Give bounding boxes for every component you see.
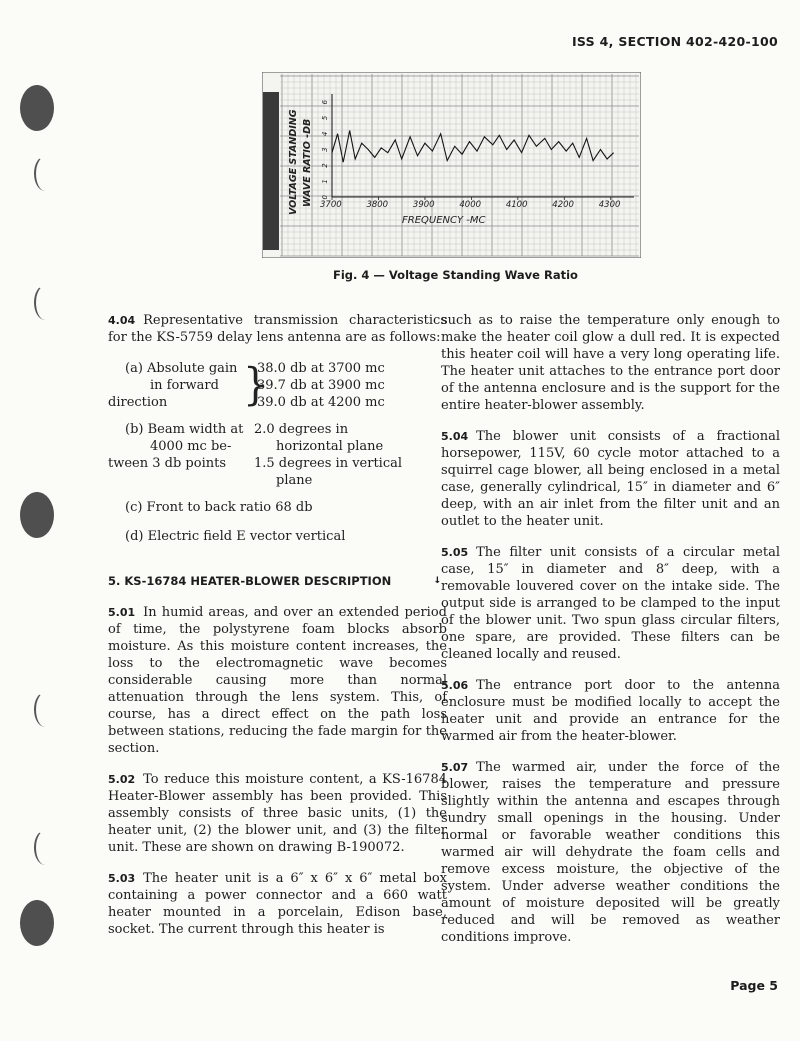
item-front-back-ratio: (c) Front to back ratio 68 db xyxy=(125,500,313,515)
figure-caption: Fig. 4 — Voltage Standing Wave Ratio xyxy=(333,268,578,282)
value-line: 1.5 degrees in vertical xyxy=(254,456,403,471)
x-axis-label: FREQUENCY -MC xyxy=(402,215,486,226)
item-electric-field: (d) Electric field E vector vertical xyxy=(125,529,346,544)
brace-glyph: } xyxy=(243,359,269,411)
paragraph-number: 5.03 xyxy=(108,872,136,885)
paragraph-number: 5.07 xyxy=(441,761,469,774)
paragraph-5-01 xyxy=(108,604,447,757)
paragraph-text: The heater unit is a 6″ x 6″ x 6″ metal box containing a power connector and a 660 watt heater mounted in a porcelain, Edison base, socket. The current through this heater is xyxy=(108,871,447,937)
item-values xyxy=(257,360,385,411)
paragraph-number: 4.04 xyxy=(108,314,136,327)
value-line: 38.0 db at 3700 mc xyxy=(257,361,385,376)
section-title: 5. KS-16784 HEATER-BLOWER DESCRIPTION xyxy=(108,574,392,588)
paragraph-text: The warmed air, under the force of the blower, raises the temperature and pressure slightly within the antenna and escapes through sundry small openings in the housing. Under normal or favorable weather conditions this warmed air will dehydrate the foam cells and remove excess moisture, the objective of the system. Under adverse weather conditions the amount of moisture deposited will be greatly reduced and will be removed as weather conditions improve. xyxy=(441,760,780,945)
paragraph-text: The filter unit consists of a circular metal case, 15″ in diameter and 8″ deep, with a removable louvered cover on the intake side. The output side is arranged to be clamped to the input of the blower unit. Two spun glass circular filters, one spare, are provided. These filters can be cleaned locally and reused. xyxy=(441,545,780,662)
item-label xyxy=(108,360,243,411)
paragraph-5-07 xyxy=(441,759,780,946)
paragraph-number: 5.01 xyxy=(108,606,136,619)
page-number: Page 5 xyxy=(730,978,778,993)
label-line: (b) Beam width at xyxy=(125,422,244,437)
page-header: ISS 4, SECTION 402-420-100 xyxy=(571,34,778,49)
binder-hole xyxy=(34,830,56,865)
paragraph-number: 5.05 xyxy=(441,546,469,559)
paragraph-5-04 xyxy=(441,428,780,530)
item-label xyxy=(108,421,270,489)
paragraph-5-03 xyxy=(108,870,447,938)
value-line: 39.0 db at 4200 mc xyxy=(257,395,385,410)
label-line: in forward xyxy=(150,378,219,393)
x-tick-label: 3900 xyxy=(412,200,435,210)
binder-hole xyxy=(20,492,54,538)
y-tick-label: 2 xyxy=(321,163,329,168)
paragraph-number: 5.06 xyxy=(441,679,469,692)
section-heading xyxy=(108,573,447,590)
vswr-figure xyxy=(262,72,641,258)
right-column xyxy=(441,312,780,960)
paragraph-5-06 xyxy=(441,677,780,745)
paragraph-text: In humid areas, and over an extended period of time, the polystyrene foam blocks absorb moisture. As this moisture content increases, the loss to the electromagnetic wave becomes considerable causing more than normal attenuation through the lens system. This, of course, has a direct effect on the path loss between stations, reducing the fade margin for the section. xyxy=(108,605,447,756)
left-column xyxy=(108,312,447,952)
y-tick-label: 4 xyxy=(321,131,329,137)
paragraph-text: The blower unit consists of a fractional horsepower, 115V, 60 cycle motor attached to a squirrel cage blower, all being enclosed in a metal case, generally cylindrical, 15″ in diameter and 6″ deep, with an air inlet from the filter unit and an outlet to the heater unit. xyxy=(441,429,780,529)
y-axis-label: WAVE RATIO -DB xyxy=(302,118,313,207)
paragraph-number: 5.04 xyxy=(441,430,469,443)
item-beam-width xyxy=(108,421,447,489)
paragraph-5-02 xyxy=(108,771,447,856)
characteristics-list xyxy=(108,360,447,545)
x-tick-label: 4100 xyxy=(505,200,528,210)
value-line: 2.0 degrees in xyxy=(254,422,349,437)
x-tick-label: 4000 xyxy=(459,200,482,210)
item-absolute-gain xyxy=(108,359,447,411)
paragraph-number: 5.02 xyxy=(108,773,136,786)
binder-hole xyxy=(34,692,56,727)
value-line: horizontal plane xyxy=(276,439,384,454)
x-tick-label: 3700 xyxy=(320,200,342,210)
label-line: (a) Absolute gain xyxy=(125,361,238,376)
paragraph-5-03-continued: such as to raise the temperature only enough to make the heater coil glow a dull red. It is expected this heater coil will have a very long operating life. The heater unit attaches to the entrance port door of the antenna enclosure and is the support for the entire heater-blower assembly. xyxy=(441,313,780,413)
x-tick-label: 3800 xyxy=(366,200,389,210)
paragraph-text: To reduce this moisture content, a KS-16784 Heater-Blower assembly has been provided. This assembly consists of three basic units, (1) the heater unit, (2) the blower unit, and (3) the filter unit. These are shown on drawing B-190072. xyxy=(108,772,447,855)
x-tick-label: 4200 xyxy=(552,200,574,210)
paragraph-text: Representative transmission characteristics for the KS-5759 delay lens antenna are as follows: xyxy=(108,313,447,345)
paragraph-text: The entrance port door to the antenna enclosure must be modified locally to accept the heater unit and provide an entrance for the warmed air from the heater-blower. xyxy=(441,678,780,744)
label-line: 4000 mc be- xyxy=(150,439,232,454)
value-line: plane xyxy=(276,473,313,488)
item-values xyxy=(254,421,402,489)
y-axis-label: VOLTAGE STANDING xyxy=(288,109,299,215)
y-tick-label: 6 xyxy=(321,100,329,105)
x-tick-label: 4300 xyxy=(598,200,621,210)
y-tick-label: 3 xyxy=(321,147,329,152)
value-line: 39.7 db at 3900 mc xyxy=(257,378,385,393)
y-tick-label: 1 xyxy=(321,179,329,184)
vswr-chart xyxy=(262,72,641,258)
y-tick-label: 0 xyxy=(321,195,329,200)
binder-hole xyxy=(20,900,54,946)
label-line: direction xyxy=(108,395,168,410)
chart-border-shade xyxy=(263,92,279,250)
paragraph-4-04 xyxy=(108,312,447,346)
binder-hole xyxy=(34,285,56,320)
binder-hole xyxy=(34,156,56,191)
y-tick-label: 5 xyxy=(321,115,329,121)
paragraph-5-05 xyxy=(441,544,780,663)
binder-hole xyxy=(20,85,54,131)
revision-mark: ↓ xyxy=(433,572,441,586)
label-line: tween 3 db points xyxy=(108,456,226,471)
